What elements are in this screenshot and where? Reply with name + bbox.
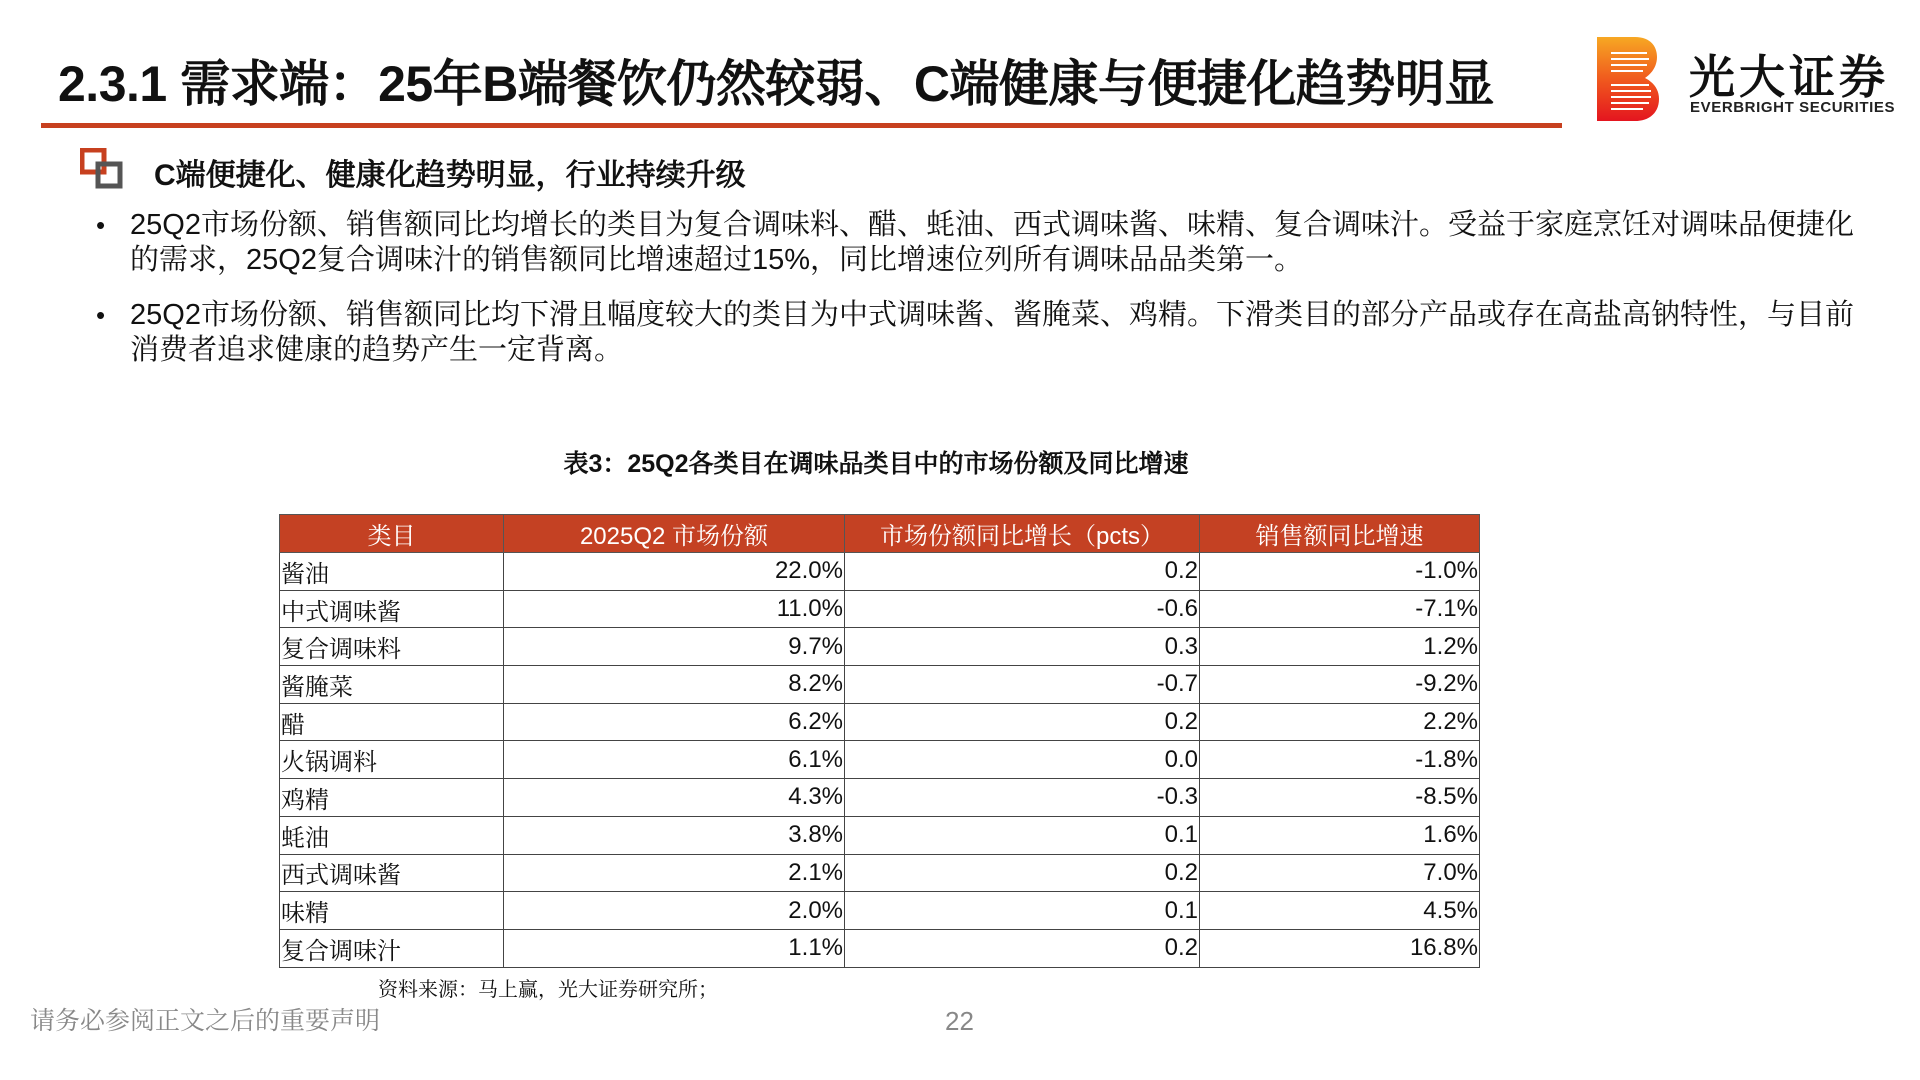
market-share-cell: 22.0% [504, 553, 845, 591]
table-row [280, 590, 1480, 628]
sales-growth-cell: -1.8% [1200, 741, 1480, 779]
table-row [280, 553, 1480, 591]
table-row [280, 929, 1480, 967]
bullet-item [96, 208, 1882, 278]
share-change-cell: 0.1 [845, 892, 1200, 930]
category-cell: 蚝油 [280, 816, 504, 854]
sales-growth-cell: -7.1% [1200, 590, 1480, 628]
sales-growth-cell: 7.0% [1200, 854, 1480, 892]
section-heading: C端便捷化、健康化趋势明显，行业持续升级 [154, 159, 746, 192]
share-change-cell: 0.2 [845, 703, 1200, 741]
sales-growth-cell: 4.5% [1200, 892, 1480, 930]
market-share-cell: 1.1% [504, 929, 845, 967]
category-cell: 酱腌菜 [280, 666, 504, 704]
bullet-text: 25Q2市场份额、销售额同比均下滑且幅度较大的类目为中式调味酱、酱腌菜、鸡精。下滑类目的部分产品或存在高盐高钠特性，与目前消费者追求健康的趋势产生一定背离。 [130, 299, 1854, 366]
table-row [280, 854, 1480, 892]
table-row [280, 628, 1480, 666]
share-change-cell: 0.2 [845, 854, 1200, 892]
share-change-cell: 0.0 [845, 741, 1200, 779]
market-share-cell: 2.1% [504, 854, 845, 892]
category-cell: 复合调味料 [280, 628, 504, 666]
category-cell: 鸡精 [280, 779, 504, 817]
share-change-cell: -0.3 [845, 779, 1200, 817]
category-cell: 复合调味汁 [280, 929, 504, 967]
market-share-cell: 6.2% [504, 703, 845, 741]
page-title: 2.3.1 需求端：25年B端餐饮仍然较弱、C端健康与便捷化趋势明显 [58, 56, 1494, 112]
category-cell: 酱油 [280, 553, 504, 591]
table-title: 表3：25Q2各类目在调味品类目中的市场份额及同比增速 [563, 450, 1189, 478]
column-header: 类目 [280, 515, 504, 553]
category-cell: 西式调味酱 [280, 854, 504, 892]
share-change-cell: 0.2 [845, 553, 1200, 591]
sales-growth-cell: 2.2% [1200, 703, 1480, 741]
category-cell: 中式调味酱 [280, 590, 504, 628]
sales-growth-cell: 1.2% [1200, 628, 1480, 666]
title-underline [41, 123, 1562, 128]
bullet-dot-icon: • [96, 210, 106, 240]
sales-growth-cell: -1.0% [1200, 553, 1480, 591]
bullet-item [96, 298, 1882, 368]
market-share-cell: 11.0% [504, 590, 845, 628]
logo-text-en: EVERBRIGHT SECURITIES [1690, 99, 1896, 116]
table-row [280, 703, 1480, 741]
sales-growth-cell: -8.5% [1200, 779, 1480, 817]
share-change-cell: -0.7 [845, 666, 1200, 704]
page-number: 22 [945, 1006, 974, 1036]
column-header: 销售额同比增速 [1200, 515, 1480, 553]
source-note: 资料来源：马上赢，光大证券研究所； [378, 979, 718, 1001]
category-cell: 醋 [280, 703, 504, 741]
sales-growth-cell: 16.8% [1200, 929, 1480, 967]
share-change-cell: 0.2 [845, 929, 1200, 967]
market-share-cell: 6.1% [504, 741, 845, 779]
column-header: 市场份额同比增长（pcts） [845, 515, 1200, 553]
market-share-cell: 3.8% [504, 816, 845, 854]
footer-disclaimer: 请务必参阅正文之后的重要声明 [30, 1007, 381, 1035]
table-row [280, 666, 1480, 704]
market-share-cell: 8.2% [504, 666, 845, 704]
share-change-cell: -0.6 [845, 590, 1200, 628]
market-share-cell: 2.0% [504, 892, 845, 930]
category-cell: 味精 [280, 892, 504, 930]
sales-growth-cell: -9.2% [1200, 666, 1480, 704]
column-header: 2025Q2 市场份额 [504, 515, 845, 553]
share-change-cell: 0.1 [845, 816, 1200, 854]
section-squares-icon [80, 148, 124, 190]
market-share-table [279, 514, 1480, 968]
bullet-dot-icon: • [96, 300, 106, 330]
table-row [280, 892, 1480, 930]
table-row [280, 779, 1480, 817]
logo-text-cn: 光大证券 [1689, 51, 1889, 103]
category-cell: 火锅调料 [280, 741, 504, 779]
logo-b-mark-icon [1597, 37, 1659, 121]
table-row [280, 741, 1480, 779]
market-share-cell: 4.3% [504, 779, 845, 817]
market-share-cell: 9.7% [504, 628, 845, 666]
everbright-logo [1597, 37, 1897, 123]
table-header-row [280, 515, 1480, 553]
sales-growth-cell: 1.6% [1200, 816, 1480, 854]
bullet-text: 25Q2市场份额、销售额同比均增长的类目为复合调味料、醋、蚝油、西式调味酱、味精、复合调味汁。受益于家庭烹饪对调味品便捷化的需求，25Q2复合调味汁的销售额同比增速超过15%，同比增速位列所有调味品品类第一。 [130, 209, 1854, 276]
share-change-cell: 0.3 [845, 628, 1200, 666]
table-row [280, 816, 1480, 854]
